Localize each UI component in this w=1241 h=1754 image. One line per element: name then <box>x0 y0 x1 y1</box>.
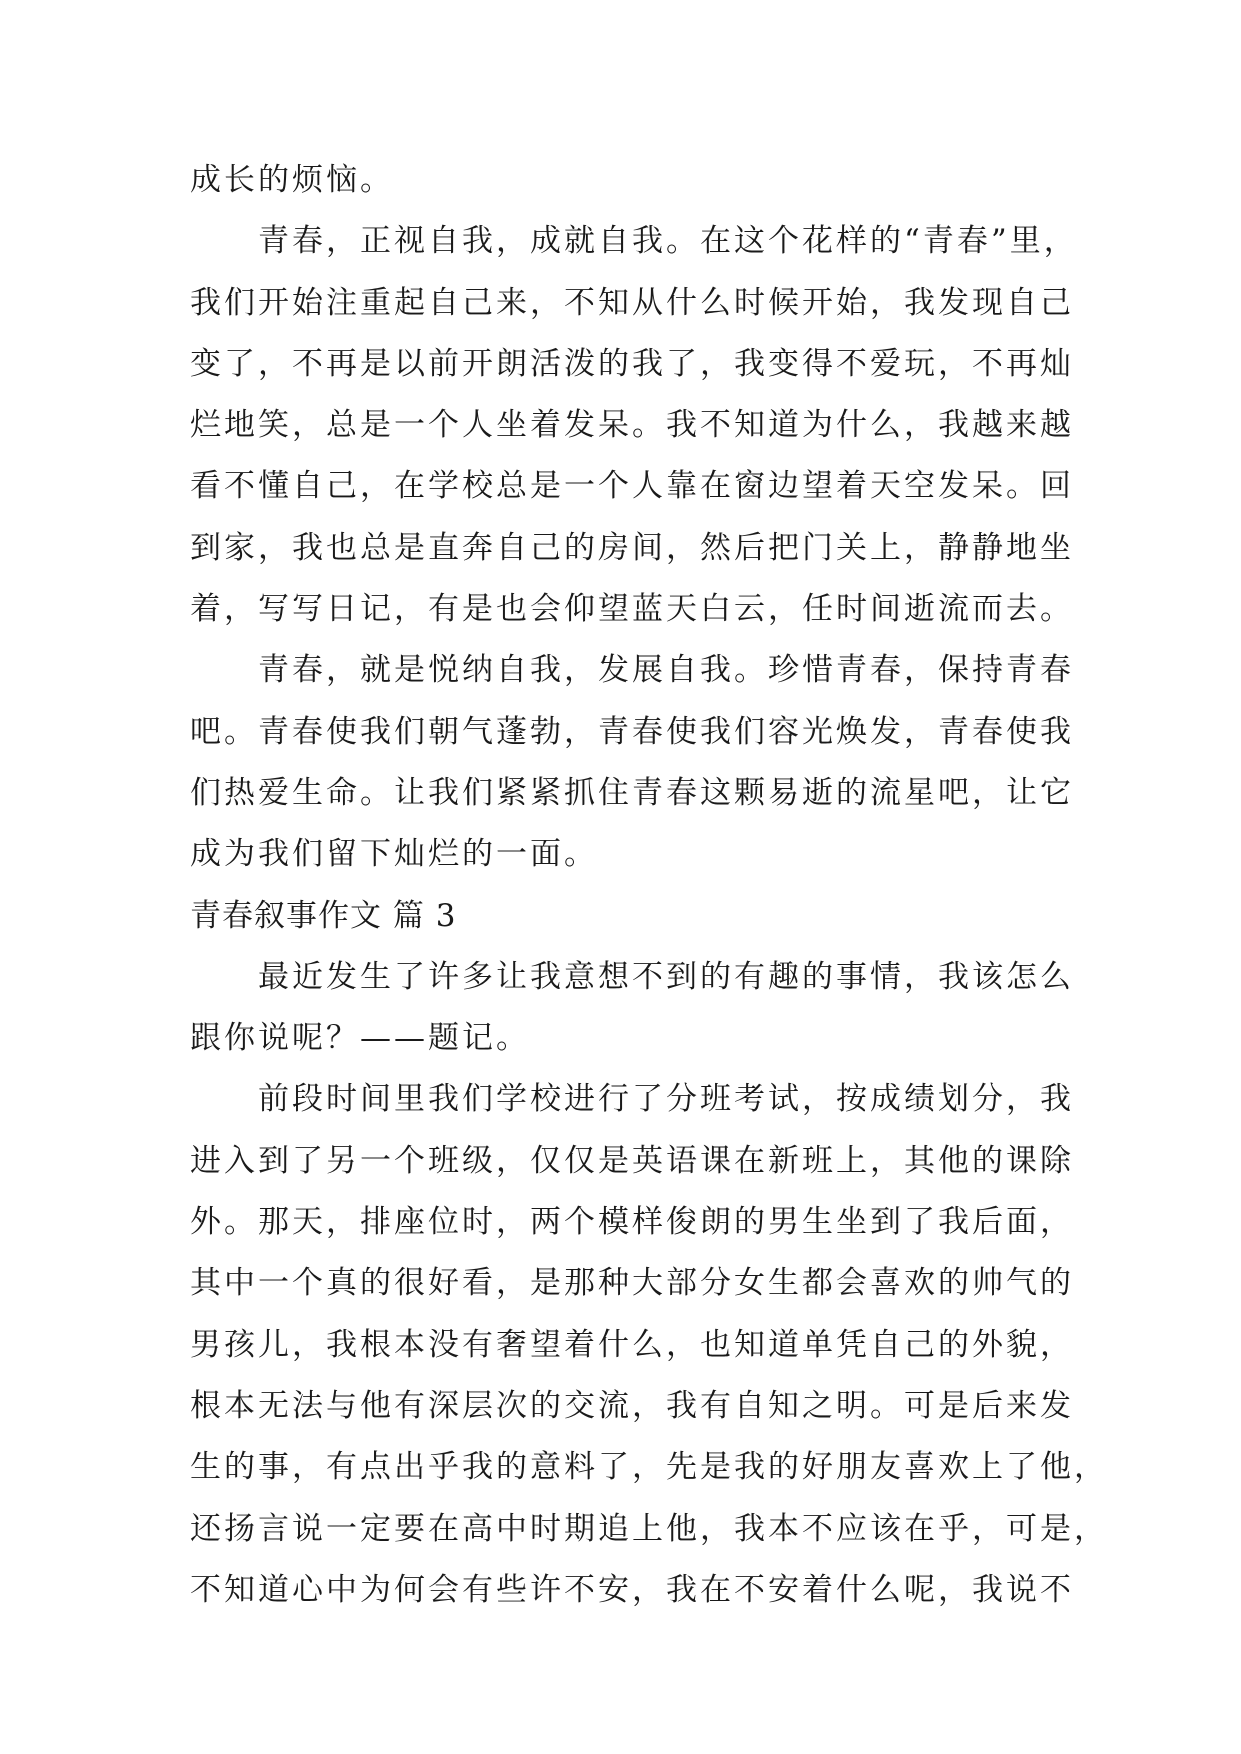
text-line: 跟你说呢？——题记。 <box>190 1020 530 1057</box>
text-line: 着，写写日记，有是也会仰望蓝天白云，任时间逝流而去。 <box>190 591 1074 628</box>
text-line: 不知道心中为何会有些许不安，我在不安着什么呢，我说不 <box>190 1571 1074 1608</box>
body-text <box>190 150 1108 1621</box>
text-line: 我们开始注重起自己来，不知从什么时候开始，我发现自己 <box>190 284 1074 321</box>
text-line: 成为我们留下灿烂的一面。 <box>190 836 598 873</box>
text-line: 烂地笑，总是一个人坐着发呆。我不知道为什么，我越来越 <box>190 407 1074 444</box>
text-line: 吧。青春使我们朝气蓬勃，青春使我们容光焕发，青春使我 <box>190 713 1074 750</box>
text-line: 男孩儿，我根本没有奢望着什么，也知道单凭自己的外貌， <box>190 1326 1074 1363</box>
text-line: 成长的烦恼。 <box>190 162 394 198</box>
paragraph-first-line: 青春，正视自我，成就自我。在这个花样的“青春”里， <box>258 223 1078 260</box>
text-line: 还扬言说一定要在高中时期追上他，我本不应该在乎，可是， <box>190 1510 1108 1547</box>
paragraph-first-line: 前段时间里我们学校进行了分班考试，按成绩划分，我 <box>258 1081 1074 1118</box>
text-line: 看不懂自己，在学校总是一个人靠在窗边望着天空发呆。回 <box>190 468 1074 505</box>
text-line: 外。那天，排座位时，两个模样俊朗的男生坐到了我后面， <box>190 1204 1074 1241</box>
text-line: 其中一个真的很好看，是那种大部分女生都会喜欢的帅气的 <box>190 1265 1074 1302</box>
text-line: 生的事，有点出乎我的意料了，先是我的好朋友喜欢上了他， <box>190 1449 1108 1486</box>
section-heading: 青春叙事作文 篇 3 <box>190 897 457 934</box>
text-line: 到家，我也总是直奔自己的房间，然后把门关上，静静地坐 <box>190 529 1074 566</box>
text-line: 根本无法与他有深层次的交流，我有自知之明。可是后来发 <box>190 1387 1074 1424</box>
text-line: 们热爱生命。让我们紧紧抓住青春这颗易逝的流星吧，让它 <box>190 774 1074 811</box>
text-line: 变了，不再是以前开朗活泼的我了，我变得不爱玩，不再灿 <box>190 345 1074 382</box>
text-line: 进入到了另一个班级，仅仅是英语课在新班上，其他的课除 <box>190 1142 1074 1179</box>
paragraph-first-line: 青春，就是悦纳自我，发展自我。珍惜青春，保持青春 <box>258 652 1074 689</box>
paragraph-first-line: 最近发生了许多让我意想不到的有趣的事情，我该怎么 <box>258 958 1074 995</box>
